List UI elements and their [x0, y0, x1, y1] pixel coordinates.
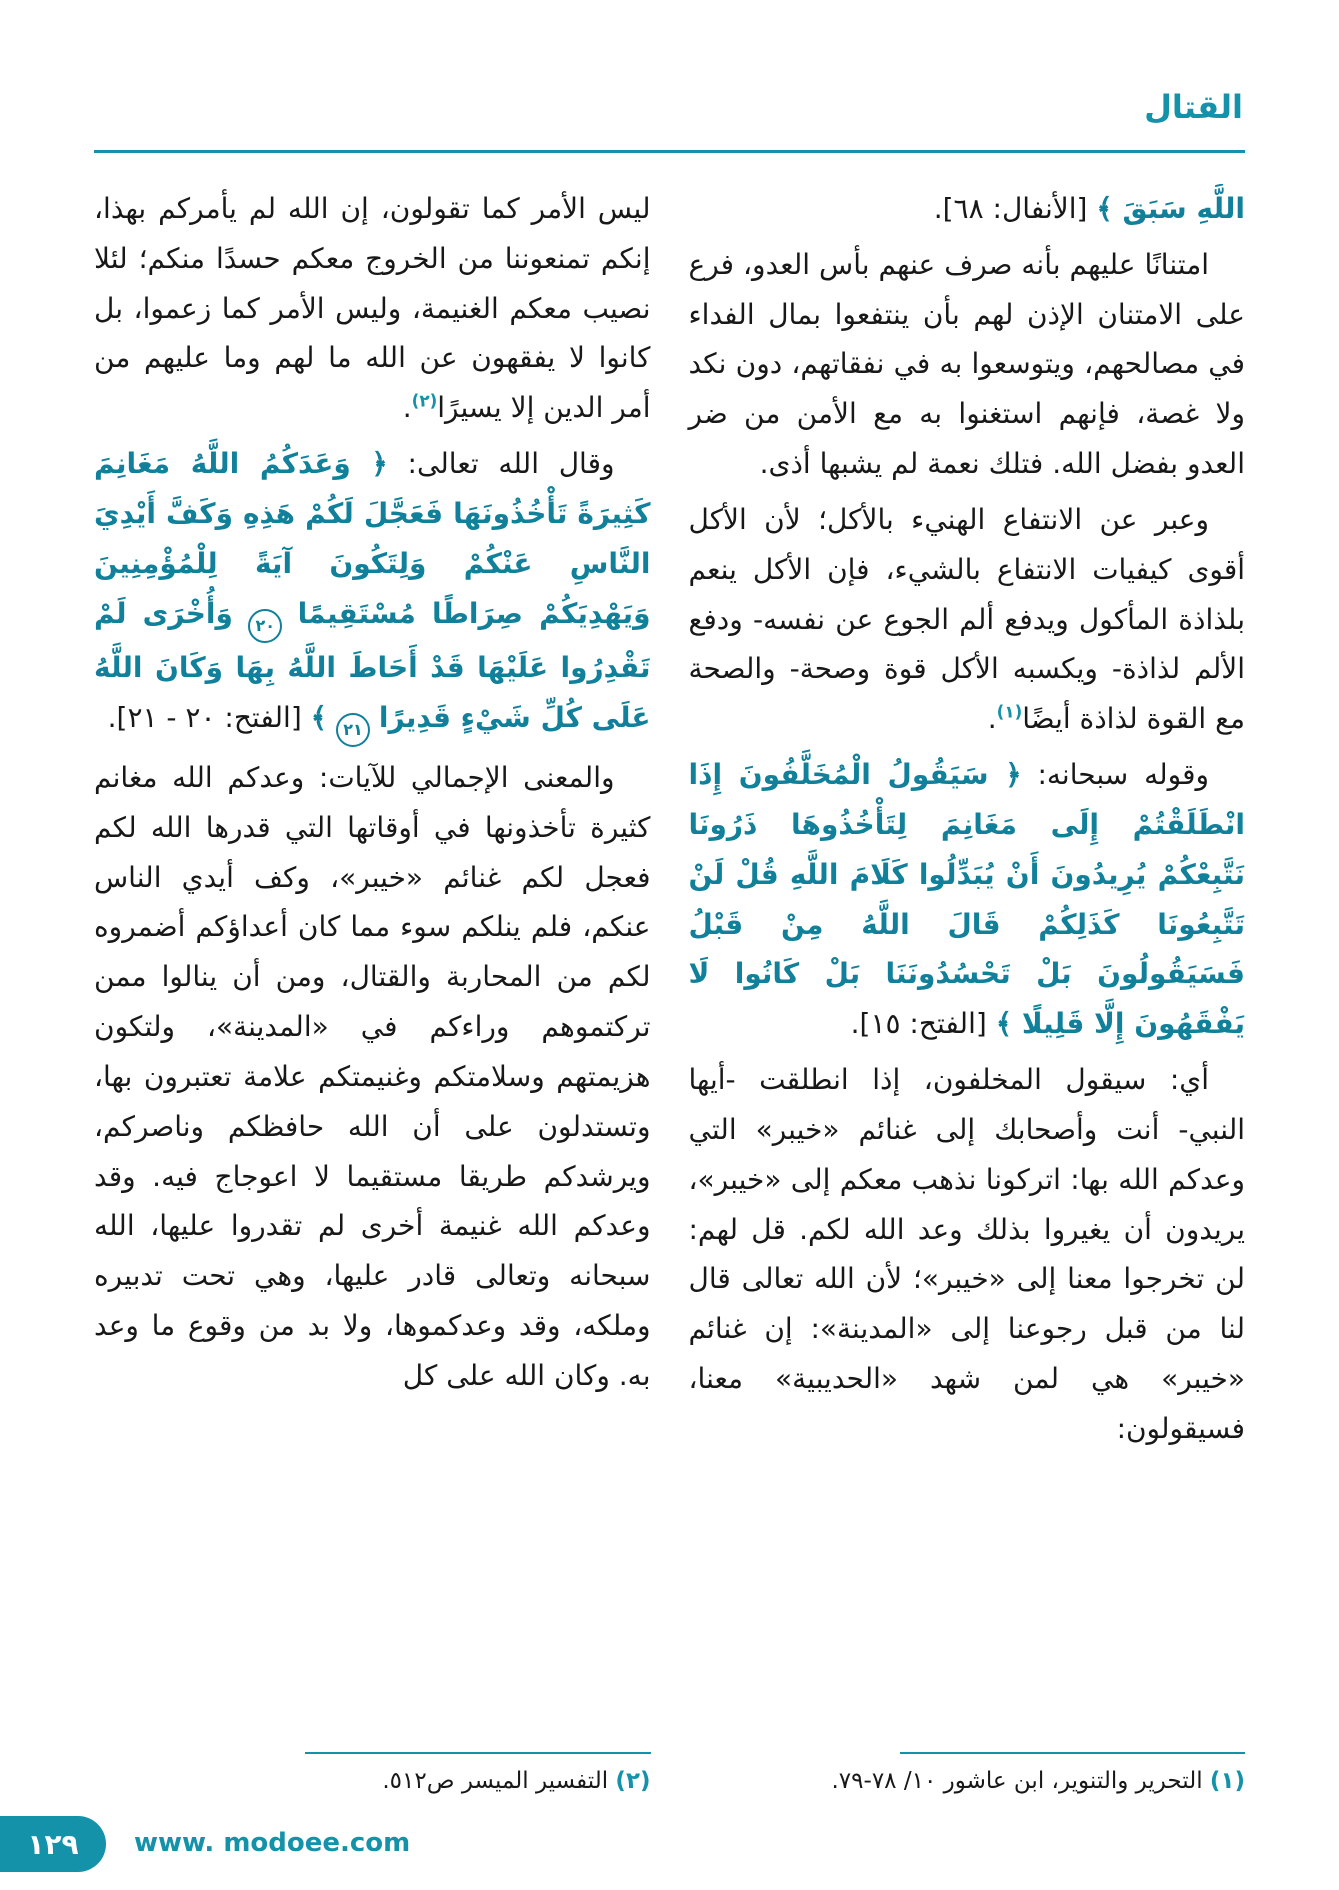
header-divider: [94, 150, 1245, 153]
paragraph-overall-meaning: والمعنى الإجمالي للآيات: وعدكم الله مغانم كثيرة تأخذونها في أوقاتها التي قدرها الله لكم فعجل لكم غنائم «خيبر»، وكف أيدي الناس عنكم، فلم ينلكم سوء مما كان أعداؤكم أضمروه لكم من المحاربة والقتال، ومن أن ينالوا ممن تركتموهم وراءكم في «المدينة»، ولتكون هزيمتهم وسلامتكم وغنيمتكم علامة تعتبرون بها، وتستدلون على أن الله حافظكم وناصركم، ويرشدكم طريقا مستقيما لا اعوجاج فيه. وقد وعدكم الله غنيمة أخرى لم تقدروا عليها، الله سبحانه وتعالى قادر عليها، وهي تحت تدبيره وملكه، وقد وعدكموها، ولا بد من وقوع ما وعد به. وكان الله على كل: [94, 760, 651, 1392]
paragraph-continuation: [94, 184, 651, 433]
paragraph-text: وعبر عن الانتفاع الهنيء بالأكل؛ لأن الأكل أقوى كيفيات الانتفاع بالشيء، فإن الأكل ينعم بلذاذة المأكول ويدفع ألم الجوع عن نفسه- ودفع الألم لذاذة- ويكسبه الأكل قوة وصحة- والصحة مع القوة لذاذة أيضًا: [688, 502, 1245, 736]
footnote-marker-1: (١): [996, 701, 1023, 722]
quran-close-bracket: ﴾: [310, 700, 328, 734]
chapter-title: القتال: [1144, 88, 1243, 126]
quran-verse-fath-21: وَأُخْرَى لَمْ تَقْدِرُوا عَلَيْهَا قَدْ أَحَاطَ اللَّهُ بِهَا وَكَانَ اللَّهُ عَلَى كُلِّ شَيْءٍ قَدِيرًا: [94, 596, 651, 734]
footnote-2-text: التفسير الميسر ص٥١٢.: [382, 1768, 609, 1794]
footnote-1: [689, 1752, 1246, 1799]
quran-verse-fath-15: ﴿ سَيَقُولُ الْمُخَلَّفُونَ إِذَا انْطَلَقْتُمْ إِلَى مَغَانِمَ لِتَأْخُذُوهَا ذَرُونَا نَتَّبِعْكُمْ يُرِيدُونَ أَنْ يُبَدِّلُوا كَلَامَ اللَّهِ قُلْ لَنْ تَتَّبِعُونَا كَذَلِكُمْ قَالَ اللَّهُ مِنْ قَبْلُ فَسَيَقُولُونَ بَلْ تَحْسُدُونَنَا بَلْ كَانُوا لَا يَفْقَهُونَ إِلَّا قَلِيلًا ﴾: [688, 758, 1245, 1041]
paragraph-quote-fath20-21: [94, 439, 651, 747]
verse-reference-fath-20-21: [الفتح: ٢٠ - ٢١].: [107, 700, 311, 734]
paragraph-explanation-fath15: أي: سيقول المخلفون، إذا انطلقت -أيها النبي- أنت وأصحابك إلى غنائم «خيبر» التي وعدكم الله بها: اتركونا نذهب معكم إلى «خيبر»، يريدون أن يغيروا بذلك وعد الله لكم. قل لهم: لن تخرجوا معنا إلى «خيبر»؛ لأن الله تعالى قال لنا من قبل رجوعنا إلى «المدينة»: إن غنائم «خيبر» هي لمن شهد «الحديبية» معنا، فسيقولون:: [688, 1063, 1245, 1445]
verse-tail-line: [689, 184, 1246, 234]
quran-verse-tail: اللَّهِ سَبَقَ ﴾: [1096, 192, 1245, 225]
website-url: www. modoee.com: [134, 1828, 411, 1858]
quran-verse-fath-20: ﴿ وَعَدَكُمُ اللَّهُ مَغَانِمَ كَثِيرَةً تَأْخُذُونَهَا فَعَجَّلَ لَكُمْ هَذِهِ وَكَفَّ أَيْدِيَ النَّاسِ عَنْكُمْ وَلِتَكُونَ آيَةً لِلْمُؤْمِنِينَ وَيَهْدِيَكُمْ صِرَاطًا مُسْتَقِيمًا: [94, 447, 651, 630]
quote-intro: وقوله سبحانه:: [1021, 758, 1210, 792]
verse-reference-fath-15: [الفتح: ١٥].: [850, 1007, 996, 1041]
footnote-2: [94, 1752, 651, 1799]
verse-reference-anfal: [الأنفال: ٦٨].: [933, 192, 1088, 225]
page-body: [94, 184, 1245, 1742]
paragraph-commentary-1: امتنانًا عليهم بأنه صرف عنهم بأس العدو، فرع على الامتنان الإذن لهم بأن ينتفعوا بمال الفداء في مصالحهم، ويتوسعوا به في نفقاتهم، دون نكد ولا غصة، فإنهم استغنوا به مع الأمن من ضر العدو بفضل الله. فتلك نعمة لم يشبها أذى.: [688, 247, 1245, 481]
paragraph-period: .: [402, 391, 412, 425]
paragraph-text: ليس الأمر كما تقولون، إن الله لم يأمركم بهذا، إنكم تمنعوننا من الخروج معكم حسدًا منكم؛ لئلا نصيب معكم الغنيمة، وليس الأمر كما زعموا، بل كانوا لا يفقهون عن الله ما لهم وما عليهم من أمر الدين إلا يسيرًا: [94, 192, 651, 425]
paragraph-quote-fath15: [689, 750, 1246, 1049]
footnote-1-number: (١): [1209, 1768, 1245, 1794]
page-number: ١٢٩: [27, 1827, 79, 1861]
column-right: [689, 184, 1246, 1742]
aya-number-20: ٢٠: [248, 609, 282, 643]
footnotes-section: [94, 1752, 1245, 1799]
quote-intro: وقال الله تعالى:: [387, 447, 615, 481]
footnote-2-number: (٢): [615, 1768, 651, 1794]
paragraph-period: .: [987, 702, 997, 736]
paragraph-commentary-2: [689, 495, 1246, 744]
footnote-1-text: التحرير والتنوير، ابن عاشور ١٠/ ٧٨-٧٩.: [831, 1768, 1203, 1794]
aya-number-21: ٢١: [336, 713, 370, 747]
page-number-badge: [0, 1816, 106, 1872]
column-left: [94, 184, 651, 1742]
footnote-marker-2: (٢): [411, 390, 438, 411]
